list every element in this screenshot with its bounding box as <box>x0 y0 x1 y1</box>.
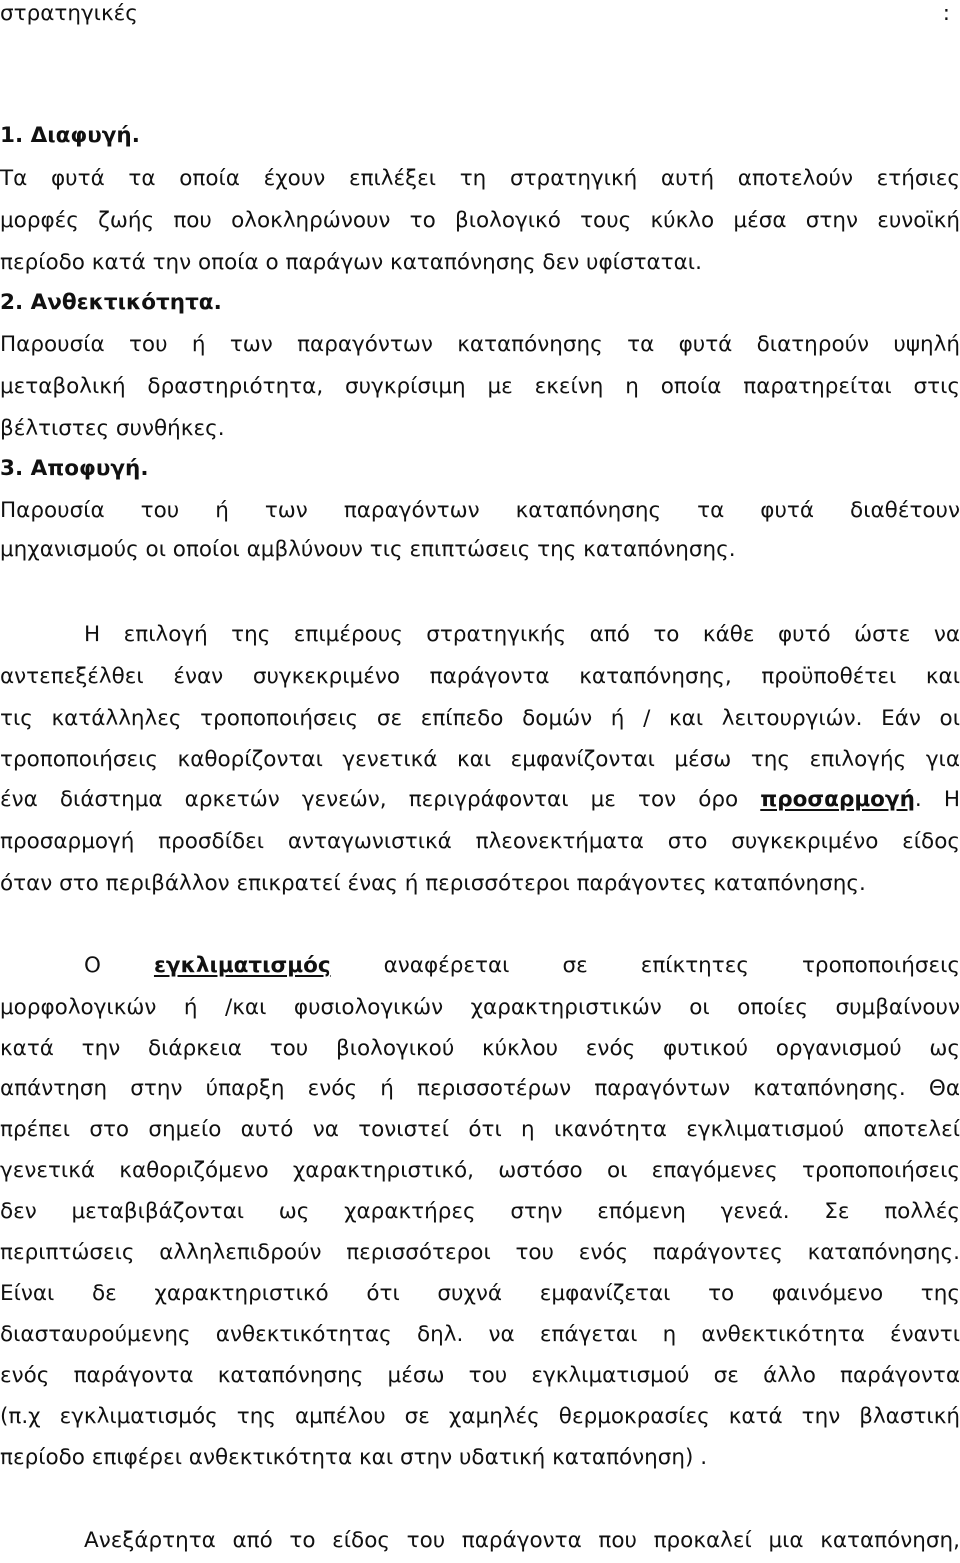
strategy-text-line: βέλτιστες συνθήκες. <box>0 416 225 441</box>
acclimation-line: Είναι δε χαρακτηριστικό ότι συχνά εμφανίζεται το φαινόμενο της <box>0 1281 960 1306</box>
strategy-heading-escape: 3. Αποφυγή. <box>0 456 149 481</box>
acclimation-line: πρέπει στο σημείο αυτό να τονιστεί ότι η ικανότητα εγκλιματισμού αποτελεί <box>0 1117 960 1142</box>
adaptation-line: όταν στο περιβάλλον επικρατεί ένας ή περισσότεροι παράγοντες καταπόνησης. <box>0 871 866 896</box>
intro-colon: : <box>942 1 950 26</box>
acclimation-line-term <box>84 952 960 980</box>
acclimation-line: απάντηση στην ύπαρξη ενός ή περισσοτέρων παραγόντων καταπόνησης. Θα <box>0 1076 960 1101</box>
strategy-text-line: μηχανισμούς οι οποίοι αμβλύνουν τις επιπτώσεις της καταπόνησης. <box>0 537 736 562</box>
intro-text: στρατηγικές <box>0 1 138 26</box>
strategy-heading-tolerance: 2. Ανθεκτικότητα. <box>0 290 222 315</box>
acclimation-line: περίοδο επιφέρει ανθεκτικότητα και στην υδατική καταπόνηση) . <box>0 1445 708 1470</box>
final-line: Ανεξάρτητα από το είδος του παράγοντα που προκαλεί μια καταπόνηση, <box>84 1528 960 1553</box>
adaptation-line: αντεπεξέλθει έναν συγκεκριμένο παράγοντα καταπόνησης, προϋποθέτει και <box>0 664 960 689</box>
acclimation-line: διασταυρούμενης ανθεκτικότητας δηλ. να επάγεται η ανθεκτικότητα έναντι <box>0 1322 960 1347</box>
strategy-text-line: Τα φυτά τα οποία έχουν επιλέξει τη στρατηγική αυτή αποτελούν ετήσιες <box>0 166 960 191</box>
adaptation-line-term <box>0 786 960 814</box>
acclimation-line: (π.χ εγκλιματισμός της αμπέλου σε χαμηλές θερμοκρασίες κατά την βλαστική <box>0 1404 960 1429</box>
acclimation-line-part: αναφέρεται σε επίκτητες τροποποιήσεις <box>383 953 960 978</box>
acclimation-line: δεν μεταβιβάζονται ως χαρακτήρες στην επόμενη γενεά. Σε πολλές <box>0 1199 960 1224</box>
strategy-text-line: περίοδο κατά την οποία ο παράγων καταπόνησης δεν υφίσταται. <box>0 250 702 275</box>
intro-line <box>0 0 960 28</box>
acclimation-line: γενετικά καθοριζόμενο χαρακτηριστικό, ωστόσο οι επαγόμενες τροποποιήσεις <box>0 1158 960 1183</box>
strategy-text-line: μεταβολική δραστηριότητα, συγκρίσιμη με εκείνη η οποία παρατηρείται στις <box>0 374 960 399</box>
strategy-heading-avoidance: 1. Διαφυγή. <box>0 123 140 148</box>
acclimation-line-part: Ο <box>84 953 101 978</box>
adaptation-line: Η επιλογή της επιμέρους στρατηγικής από το κάθε φυτό ώστε να <box>84 622 960 647</box>
acclimation-line: μορφολογικών ή /και φυσιολογικών χαρακτηριστικών οι οποίες συμβαίνουν <box>0 995 960 1020</box>
adaptation-line: προσαρμογή προσδίδει ανταγωνιστικά πλεονεκτήματα στο συγκεκριμένο είδος <box>0 829 960 854</box>
acclimation-line: ενός παράγοντα καταπόνησης μέσω του εγκλιματισμού σε άλλο παράγοντα <box>0 1363 960 1388</box>
term-adaptation: προσαρμογή <box>760 787 915 812</box>
term-acclimation: εγκλιματισμός <box>153 953 331 978</box>
strategy-text-line: Παρουσία του ή των παραγόντων καταπόνησης τα φυτά διατηρούν υψηλή <box>0 332 960 357</box>
strategy-text-line: Παρουσία του ή των παραγόντων καταπόνησης τα φυτά διαθέτουν <box>0 498 960 523</box>
acclimation-line: περιπτώσεις αλληλεπιδρούν περισσότεροι του ενός παράγοντες καταπόνησης. <box>0 1240 960 1265</box>
adaptation-line-part: ένα διάστημα αρκετών γενεών, περιγράφονται με τον όρο <box>0 787 739 812</box>
adaptation-line: τροποποιήσεις καθορίζονται γενετικά και εμφανίζονται μέσω της επιλογής για <box>0 747 960 772</box>
adaptation-line-part: . Η <box>914 787 960 812</box>
acclimation-line: κατά την διάρκεια του βιολογικού κύκλου ενός φυτικού οργανισμού ως <box>0 1036 960 1061</box>
strategy-text-line: μορφές ζωής που ολοκληρώνουν το βιολογικό τους κύκλο μέσα στην ευνοϊκή <box>0 208 960 233</box>
adaptation-line: τις κατάλληλες τροποποιήσεις σε επίπεδο δομών ή / και λειτουργιών. Εάν οι <box>0 706 960 731</box>
